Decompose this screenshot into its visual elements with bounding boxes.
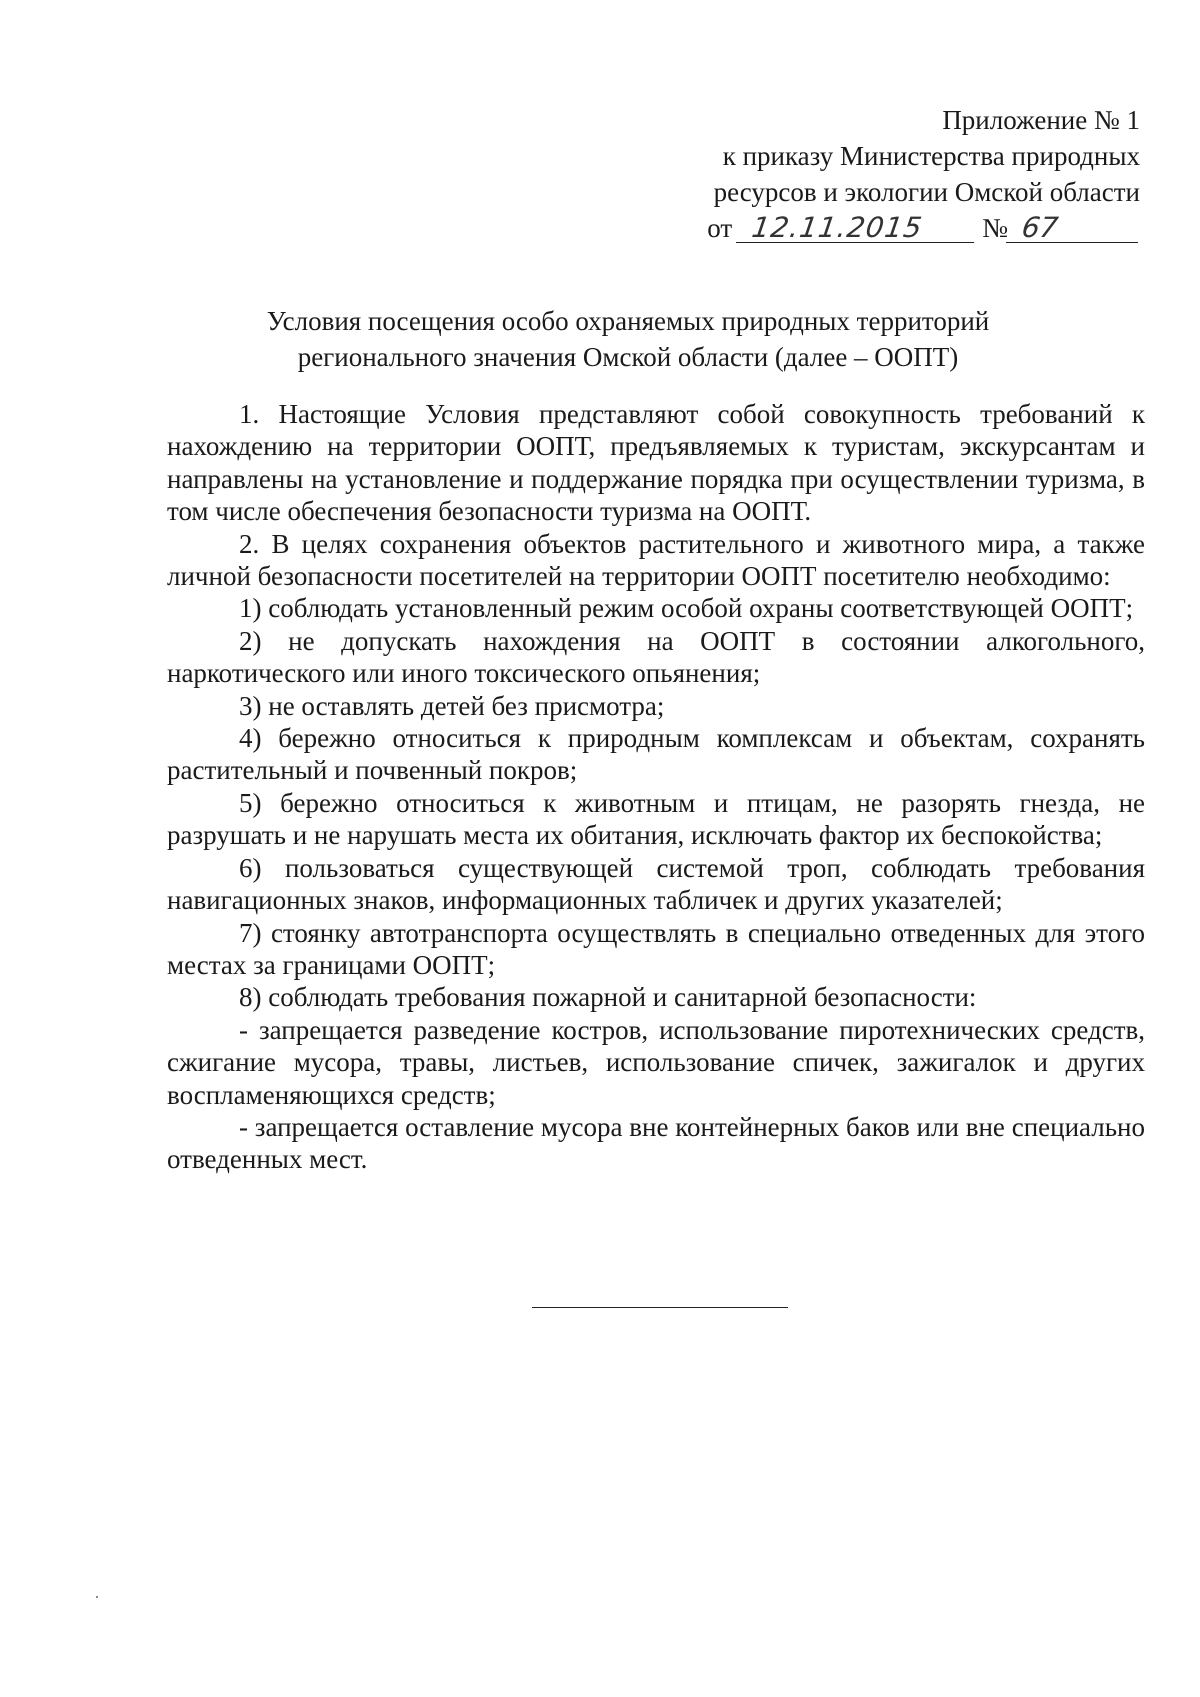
document-body (167, 398, 1145, 1176)
order-date-number-line (680, 210, 1140, 246)
sub-item-fire-ban: - запрещается разведение костров, использование пиротехнических средств, сжигание мусора, травы, листьев, использование спичек, зажигалок и других воспламеняющихся средств; (167, 1014, 1145, 1110)
handwritten-date: 12.11.2015 (736, 214, 978, 243)
list-item-1: 1) соблюдать установленный режим особой охраны соответствующей ООПТ; (239, 593, 1134, 624)
list-item-8: 8) соблюдать требования пожарной и санитарной безопасности: (239, 982, 977, 1013)
order-reference: к приказу Министерства природных (722, 141, 1140, 171)
paragraph-2: 2. В целях сохранения объектов растительного и животного мира, а также личной безопасности посетителей на территории ООПТ посетителю необходимо: (167, 528, 1145, 592)
list-item-4: 4) бережно относиться к природным комплексам и объектам, сохранять растительный и почвенный покров; (167, 723, 1145, 786)
list-item-2: 2) не допускать нахождения на ООПТ в состоянии алкогольного, наркотического или иного токсического опьянения; (167, 625, 1145, 689)
list-item-6: 6) пользоваться существующей системой троп, соблюдать требования навигационных знаков, информационных табличек и других указателей; (167, 852, 1145, 916)
number-prefix: № (982, 213, 1008, 243)
appendix-number: Приложение № 1 (942, 105, 1140, 135)
document-title (150, 303, 1106, 375)
end-divider-line (532, 1307, 788, 1308)
paragraph-1: 1. Настоящие Условия представляют собой совокупность требований к нахождению на территории ООПТ, предъявляемых к туристам, экскурсантам и направлены на установление и поддержание порядка при осуществлении туризма, в том числе обеспечения безопасности туризма на ООПТ. (167, 399, 1145, 527)
handwritten-order-number: 67 (1006, 214, 1142, 243)
ministry-name: ресурсов и экологии Омской области (713, 177, 1140, 207)
list-item-7: 7) стоянку автотранспорта осуществлять в специально отведенных для этого местах за границами ООПТ; (167, 917, 1145, 980)
title-line-1: Условия посещения особо охраняемых природных территорий (266, 306, 990, 336)
appendix-header (680, 102, 1140, 246)
sub-item-litter-ban: - запрещается оставление мусора вне контейнерных баков или вне специально отведенных мест. (167, 1111, 1145, 1175)
list-item-3: 3) не оставлять детей без присмотра; (239, 690, 665, 721)
date-prefix: от (707, 213, 733, 243)
scan-speck (96, 1596, 98, 1598)
list-item-5: 5) бережно относиться к животным и птицам, не разорять гнезда, не разрушать и не нарушать места их обитания, исключать фактор их беспокойства; (167, 787, 1145, 851)
title-line-2: регионального значения Омской области (далее – ООПТ) (297, 342, 959, 372)
